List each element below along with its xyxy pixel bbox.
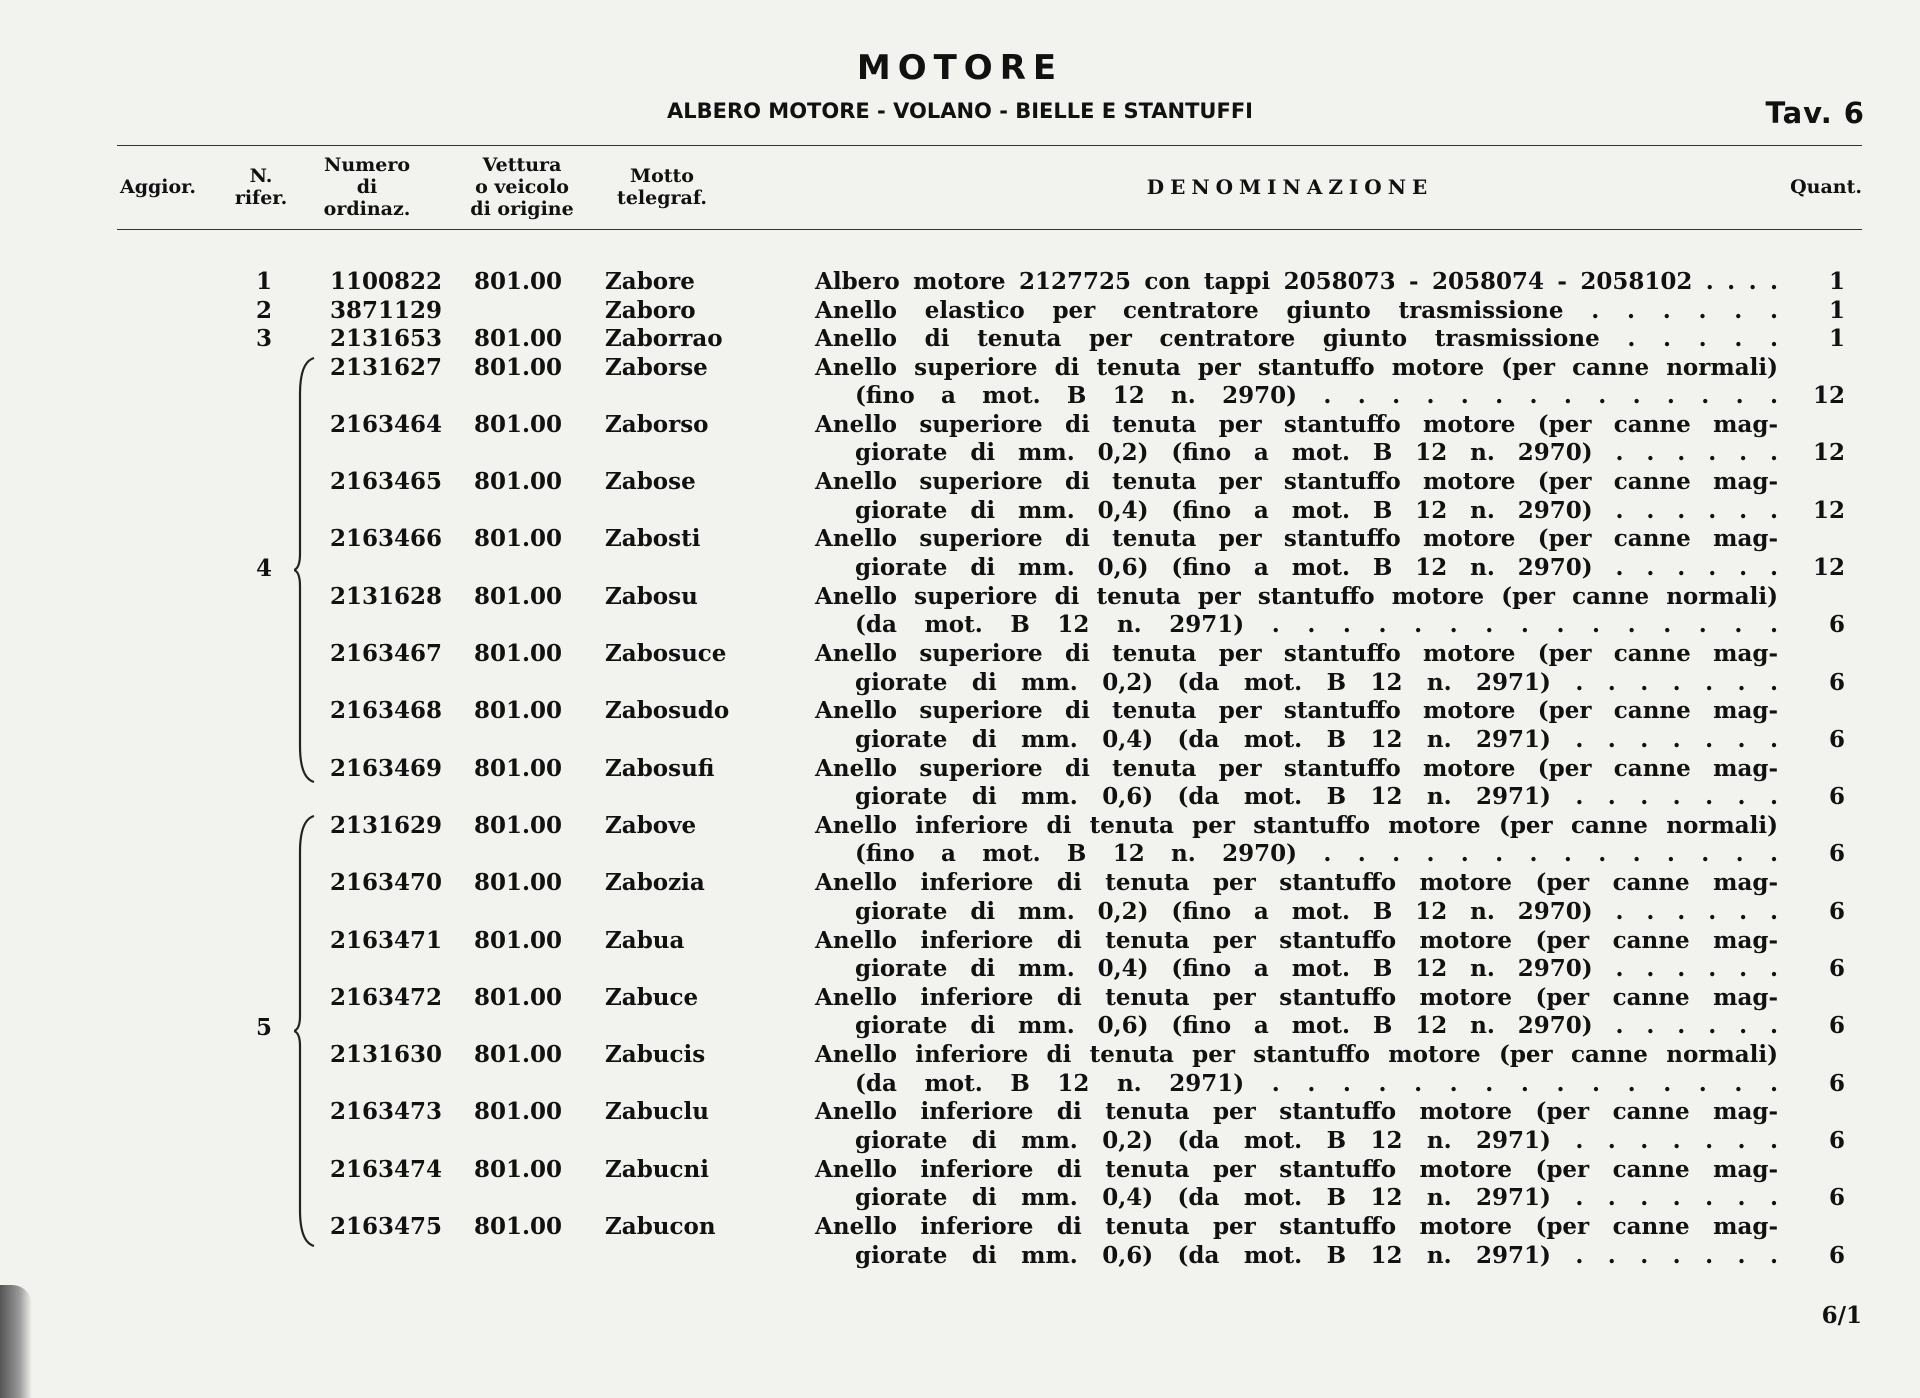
row-telegraph-code: Zabosu — [605, 582, 698, 610]
row-quantity: 6 — [1828, 725, 1845, 753]
row-vehicle: 801.00 — [474, 468, 563, 496]
row-quantity: 12 — [1812, 496, 1845, 524]
row-description-line1: Anello inferiore di tenuta per stantuffo motore (per canne mag- — [815, 1213, 1778, 1240]
row-order-number: 2163465 — [330, 468, 443, 496]
row-vehicle: 801.00 — [474, 697, 563, 725]
row-order-number: 2163468 — [330, 697, 443, 725]
row-quantity: 6 — [1828, 840, 1845, 868]
col-rifer — [226, 165, 296, 209]
row-quantity: 1 — [1828, 268, 1845, 295]
header-top-rule — [117, 145, 1862, 146]
row-telegraph-code: Zaborse — [605, 353, 708, 381]
row-vehicle: 801.00 — [474, 410, 563, 438]
row-description — [815, 927, 1778, 984]
row-description-line1: Anello inferiore di tenuta per stantuffo motore (per canne normali) — [815, 1041, 1778, 1069]
row-vehicle: 801.00 — [474, 268, 563, 295]
row-description-line1: Anello superiore di tenuta per stantuffo motore (per canne mag- — [815, 697, 1778, 725]
row-order-number: 2163469 — [330, 754, 443, 782]
row-order-number: 2131628 — [330, 582, 443, 610]
row-telegraph-code: Zabozia — [605, 869, 705, 897]
row-description — [815, 468, 1778, 525]
row-description-line1: Albero motore 2127725 con tappi 2058073 - 2058074 - 2058102 . . . . — [815, 268, 1778, 295]
row-rif: 1 — [255, 268, 272, 295]
row-telegraph-code: Zabosufi — [605, 754, 715, 782]
row-description — [815, 354, 1778, 411]
row-description-line1: Anello inferiore di tenuta per stantuffo motore (per canne normali) — [815, 811, 1778, 839]
row-vehicle: 801.00 — [474, 1041, 563, 1069]
row-vehicle: 801.00 — [474, 811, 563, 839]
header-bottom-rule — [117, 229, 1862, 230]
row-description-line2: giorate di mm. 0,4) (fino a mot. B 12 n. 2970) . . . . . . — [855, 496, 1778, 524]
row-vehicle: 801.00 — [474, 640, 563, 667]
row-description-line2: (fino a mot. B 12 n. 2970) . . . . . . . . . . . . . . — [855, 840, 1778, 868]
row-telegraph-code: Zaboro — [605, 296, 696, 324]
row-description-line1: Anello superiore di tenuta per stantuffo motore (per canne mag- — [815, 525, 1778, 553]
col-motto-line1: Motto — [630, 165, 694, 187]
row-description — [815, 268, 1778, 297]
row-telegraph-code: Zabosudo — [605, 697, 730, 725]
row-vehicle: 801.00 — [474, 983, 563, 1011]
row-order-number: 2131627 — [330, 353, 443, 381]
row-description-line2: giorate di mm. 0,2) (da mot. B 12 n. 2971) . . . . . . . — [855, 1126, 1778, 1154]
col-denominazione: DENOMINAZIONE — [1146, 175, 1434, 199]
row-description-line1: Anello superiore di tenuta per stantuffo motore (per canne mag- — [815, 754, 1778, 782]
col-numero-line2: di — [356, 176, 378, 198]
group-rif-4: 4 — [255, 555, 272, 582]
row-quantity: 6 — [1828, 1012, 1845, 1040]
row-vehicle: 801.00 — [474, 754, 563, 782]
row-telegraph-code: Zabua — [605, 926, 685, 954]
row-quantity: 1 — [1828, 325, 1845, 352]
row-order-number: 2131630 — [330, 1041, 443, 1069]
row-vehicle: 801.00 — [474, 353, 563, 381]
row-telegraph-code: Zabuclu — [605, 1098, 709, 1126]
row-vehicle: 801.00 — [474, 525, 563, 553]
row-telegraph-code: Zaborso — [605, 410, 709, 438]
row-description-line2: (da mot. B 12 n. 2971) . . . . . . . . . . . . . . . — [855, 611, 1778, 639]
row-description-line1: Anello superiore di tenuta per stantuffo motore (per canne mag- — [815, 468, 1778, 496]
row-vehicle: 801.00 — [474, 1155, 563, 1183]
row-description — [815, 1098, 1778, 1155]
row-quantity: 12 — [1812, 553, 1845, 581]
row-order-number: 2131629 — [330, 811, 443, 839]
col-vettura-line1: Vettura — [482, 154, 562, 176]
row-vehicle: 801.00 — [474, 1213, 563, 1240]
row-description-line2: giorate di mm. 0,4) (da mot. B 12 n. 2971) . . . . . . . — [855, 725, 1778, 753]
row-description — [815, 984, 1778, 1041]
row-rif: 2 — [255, 296, 272, 324]
row-vehicle: 801.00 — [474, 869, 563, 897]
row-order-number: 2163474 — [330, 1155, 443, 1183]
row-order-number: 2163471 — [330, 926, 443, 954]
table-reference: Tav. 6 — [1765, 96, 1865, 130]
row-quantity: 12 — [1812, 439, 1845, 467]
row-description-line1: Anello inferiore di tenuta per stantuffo motore (per canne mag- — [815, 926, 1778, 954]
row-description — [815, 525, 1778, 582]
row-telegraph-code: Zaborrao — [605, 325, 723, 352]
col-quant: Quant. — [1790, 176, 1862, 198]
row-description-line1: Anello superiore di tenuta per stantuffo motore (per canne mag- — [815, 640, 1778, 667]
col-vettura-line3: di origine — [470, 198, 574, 220]
row-description — [815, 1156, 1778, 1213]
row-description-line1: Anello superiore di tenuta per stantuffo motore (per canne normali) — [815, 353, 1778, 381]
group-brace-4 — [294, 354, 324, 786]
row-description-line2: (da mot. B 12 n. 2971) . . . . . . . . . . . . . . . — [855, 1069, 1778, 1097]
row-rif: 3 — [255, 325, 272, 352]
col-rifer-line1: N. — [249, 165, 273, 187]
row-description-line2: giorate di mm. 0,6) (da mot. B 12 n. 2971) . . . . . . . — [855, 783, 1778, 811]
row-description-line1: Anello inferiore di tenuta per stantuffo motore (per canne mag- — [815, 1155, 1778, 1183]
row-order-number: 2163473 — [330, 1098, 443, 1126]
row-quantity: 6 — [1828, 1241, 1845, 1269]
row-description-line1: Anello inferiore di tenuta per stantuffo motore (per canne mag- — [815, 1098, 1778, 1126]
row-vehicle: 801.00 — [474, 325, 563, 352]
row-description-line1: Anello superiore di tenuta per stantuffo motore (per canne normali) — [815, 582, 1778, 610]
row-telegraph-code: Zabove — [605, 811, 697, 839]
row-telegraph-code: Zabore — [605, 268, 695, 295]
row-quantity: 1 — [1828, 296, 1845, 324]
row-description — [815, 812, 1778, 869]
col-vettura — [456, 154, 588, 220]
row-description-line2: giorate di mm. 0,6) (fino a mot. B 12 n. 2970) . . . . . . — [855, 1012, 1778, 1040]
row-order-number: 2163470 — [330, 869, 443, 897]
row-description — [815, 583, 1778, 640]
row-telegraph-code: Zabose — [605, 468, 696, 496]
row-quantity: 6 — [1828, 611, 1845, 639]
row-description-line2: giorate di mm. 0,2) (fino a mot. B 12 n. 2970) . . . . . . — [855, 897, 1778, 925]
row-description-line2: giorate di mm. 0,4) (fino a mot. B 12 n. 2970) . . . . . . — [855, 955, 1778, 982]
row-quantity: 6 — [1828, 1184, 1845, 1212]
row-description — [815, 640, 1778, 697]
row-quantity: 6 — [1828, 783, 1845, 811]
col-numero — [312, 154, 422, 220]
col-aggior: Aggior. — [119, 176, 197, 198]
row-description — [815, 297, 1778, 326]
row-description-line1: Anello inferiore di tenuta per stantuffo motore (per canne mag- — [815, 869, 1778, 897]
row-order-number: 3871129 — [330, 296, 443, 324]
row-description-line1: Anello di tenuta per centratore giunto trasmissione . . . . . — [815, 325, 1778, 352]
page-number: 6/1 — [1821, 1302, 1862, 1329]
row-order-number: 2131653 — [330, 325, 443, 352]
row-quantity: 6 — [1828, 1126, 1845, 1154]
row-order-number: 2163467 — [330, 640, 443, 667]
row-quantity: 6 — [1828, 897, 1845, 925]
row-telegraph-code: Zabucis — [605, 1041, 706, 1069]
col-numero-line3: ordinaz. — [323, 198, 411, 220]
row-description — [815, 869, 1778, 926]
row-order-number: 2163464 — [330, 410, 443, 438]
col-numero-line1: Numero — [323, 154, 411, 176]
row-description-line2: giorate di mm. 0,6) (da mot. B 12 n. 2971) . . . . . . . — [855, 1241, 1778, 1269]
page-title: MOTORE — [856, 48, 1064, 88]
row-description-line2: giorate di mm. 0,4) (da mot. B 12 n. 2971) . . . . . . . — [855, 1184, 1778, 1212]
page-subtitle: ALBERO MOTORE - VOLANO - BIELLE E STANTUFFI — [666, 99, 1253, 123]
row-description — [815, 755, 1778, 812]
col-vettura-line2: o veicolo — [475, 176, 569, 198]
row-order-number: 2163466 — [330, 525, 443, 553]
row-quantity: 12 — [1812, 382, 1845, 409]
group-brace-5 — [294, 812, 324, 1250]
row-description-line2: giorate di mm. 0,2) (fino a mot. B 12 n. 2970) . . . . . . — [855, 439, 1778, 467]
col-motto-line2: telegraf. — [617, 187, 707, 209]
row-description — [815, 325, 1778, 354]
row-order-number: 1100822 — [330, 268, 443, 295]
row-vehicle: 801.00 — [474, 582, 563, 610]
row-description — [815, 1041, 1778, 1098]
row-telegraph-code: Zabuce — [605, 983, 699, 1011]
row-quantity: 6 — [1828, 668, 1845, 696]
row-description-line1: Anello inferiore di tenuta per stantuffo motore (per canne mag- — [815, 983, 1778, 1011]
row-telegraph-code: Zabucni — [605, 1155, 709, 1183]
col-rifer-line2: rifer. — [234, 187, 288, 209]
row-order-number: 2163475 — [330, 1213, 443, 1240]
row-telegraph-code: Zabosuce — [605, 640, 727, 667]
row-quantity: 6 — [1828, 1069, 1845, 1097]
row-description-line1: Anello superiore di tenuta per stantuffo motore (per canne mag- — [815, 410, 1778, 438]
row-description-line2: (fino a mot. B 12 n. 2970) . . . . . . . . . . . . . . — [855, 382, 1778, 409]
row-description-line2: giorate di mm. 0,6) (fino a mot. B 12 n. 2970) . . . . . . — [855, 553, 1778, 581]
row-telegraph-code: Zabosti — [605, 525, 701, 553]
row-vehicle: 801.00 — [474, 926, 563, 954]
row-description-line2: giorate di mm. 0,2) (da mot. B 12 n. 2971) . . . . . . . — [855, 668, 1778, 696]
col-motto — [600, 165, 724, 209]
row-quantity: 6 — [1828, 955, 1845, 982]
row-description — [815, 1213, 1778, 1270]
row-description — [815, 697, 1778, 754]
scan-edge-shadow — [0, 1285, 32, 1398]
group-rif-5: 5 — [255, 1014, 272, 1041]
row-description-line1: Anello elastico per centratore giunto trasmissione . . . . . . — [815, 296, 1778, 324]
row-description — [815, 411, 1778, 468]
row-order-number: 2163472 — [330, 983, 443, 1011]
row-vehicle: 801.00 — [474, 1098, 563, 1126]
row-telegraph-code: Zabucon — [605, 1213, 716, 1240]
